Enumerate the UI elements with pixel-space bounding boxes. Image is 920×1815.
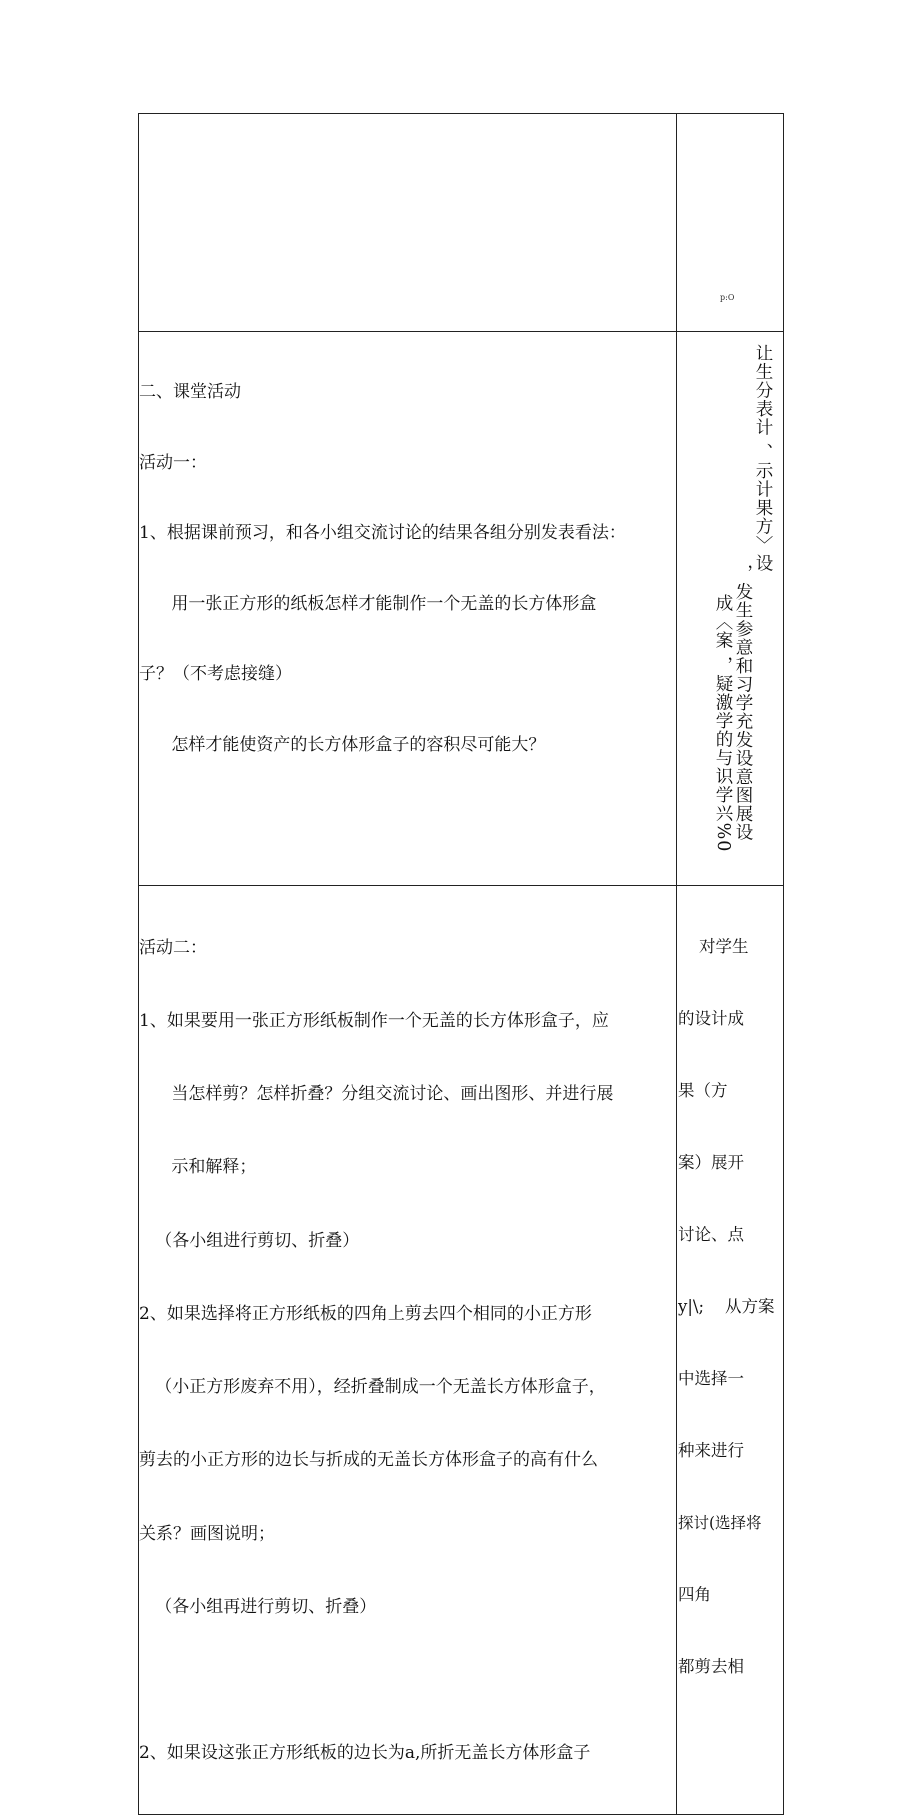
side-vertical-text-1: 让生分表计 、示计果方〉设 — [753, 344, 773, 573]
text-line: 示和解释； — [139, 1157, 257, 1178]
text-line: 子？（不考虑接缝） — [139, 664, 292, 684]
section-heading: 二、课堂活动 — [139, 382, 241, 402]
side-vertical-text-3: 成〈案 ，疑激学的与识学兴%0 — [713, 594, 733, 853]
side-line: 种来进行 — [678, 1441, 744, 1460]
activity-one-title: 活动一： — [139, 452, 207, 473]
side-line: 都剪去相 — [678, 1657, 744, 1676]
side-cell-2 — [677, 332, 784, 886]
lesson-table — [138, 113, 784, 1815]
activity-two-cell — [139, 886, 677, 1815]
text-line: 当怎样剪？怎样折叠？分组交流讨论、画出图形、并进行展 — [139, 1084, 614, 1105]
blank-main-cell — [139, 114, 677, 332]
text-line: 怎样才能使资产的长方体形盒子的容积尽可能大？ — [139, 734, 546, 755]
text-line: 剪去的小正方形的边长与折成的无盖长方体形盒子的高有什么 — [139, 1450, 598, 1471]
text-line: 1、如果要用一张正方形纸板制作一个无盖的长方体形盒子，应 — [139, 1011, 609, 1032]
text-line: 1、根据课前预习，和各小组交流讨论的结果各组分别发表看法： — [139, 523, 626, 543]
text-line: （小正方形废弃不用），经折叠制成一个无盖长方体形盒子， — [139, 1377, 606, 1398]
table-row-3 — [139, 886, 784, 1815]
side-mark: p:O — [720, 293, 735, 302]
side-line: y|\; 从方案 — [678, 1297, 775, 1316]
table-row-2 — [139, 332, 784, 886]
text-line — [139, 1668, 676, 1692]
text-line: （各小组进行剪切、折叠） — [139, 1230, 360, 1251]
side-vertical-text-2: ，发生参意和习学充发设意图展设 — [733, 564, 753, 842]
activity-two-title: 活动二： — [139, 937, 207, 958]
side-line: 探讨(选择将 — [678, 1514, 762, 1532]
side-cell-3 — [677, 886, 784, 1815]
side-line: 果（方 — [678, 1081, 728, 1100]
side-line: 讨论、点 — [678, 1225, 744, 1244]
side-cell-1 — [677, 114, 784, 332]
text-line: （各小组再进行剪切、折叠） — [139, 1596, 377, 1617]
text-line: 用一张正方形的纸板怎样才能制作一个无盖的长方体形盒 — [139, 593, 597, 614]
table-row-1 — [139, 114, 784, 332]
side-line: 四角 — [678, 1585, 711, 1604]
side-line: 的设计成 — [678, 1009, 744, 1028]
side-line: 中选择一 — [678, 1369, 744, 1388]
text-line: 2、如果选择将正方形纸板的四角上剪去四个相同的小正方形 — [139, 1303, 592, 1324]
text-line: 2、如果设这张正方形纸板的边长为a,所折无盖长方体形盒子 — [139, 1742, 591, 1763]
side-line: 对学生 — [678, 937, 749, 956]
activity-one-cell — [139, 332, 677, 886]
text-line: 关系？画图说明； — [139, 1523, 275, 1544]
side-line: 案）展开 — [678, 1153, 744, 1172]
